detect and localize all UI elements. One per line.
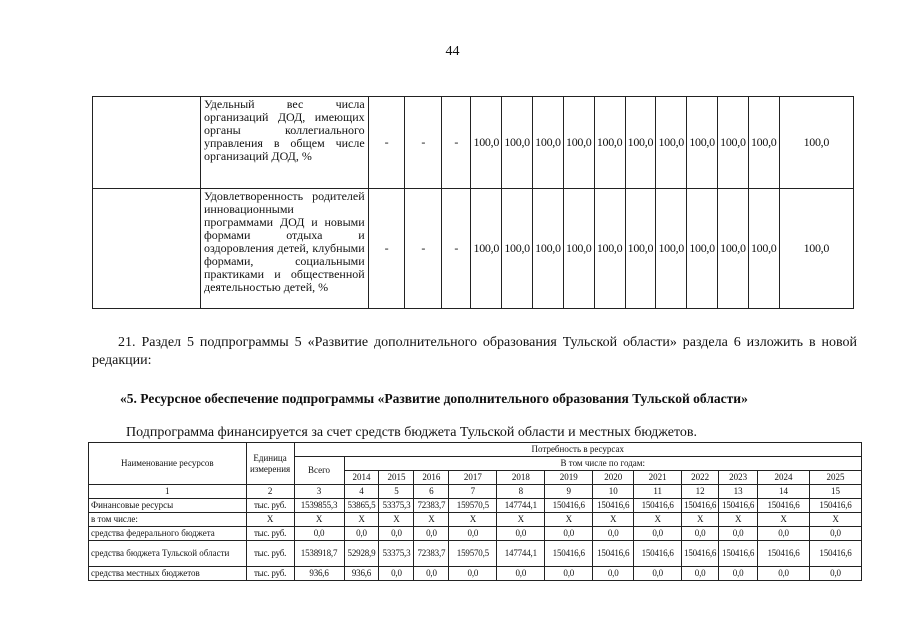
resource-year-value: 0,0 — [719, 527, 758, 541]
indicator-value: 100,0 — [502, 97, 533, 189]
resource-year-value: 0,0 — [682, 527, 719, 541]
resource-year-value: 72383,7 — [414, 499, 449, 513]
indicator-value: 100,0 — [594, 189, 625, 309]
resource-unit: тыс. руб. — [246, 527, 294, 541]
section-title: «5. Ресурсное обеспечение подпрограммы «Развитие дополнительного образования Тульской области» — [120, 391, 748, 406]
resource-year-value: 150416,6 — [634, 499, 682, 513]
resource-year-value: 0,0 — [545, 527, 593, 541]
header-unit: Единица измерения — [246, 443, 294, 485]
resource-row — [89, 513, 862, 527]
column-number: 10 — [593, 485, 634, 499]
resource-year-value: 0,0 — [449, 567, 497, 581]
column-number: 2 — [246, 485, 294, 499]
resource-year-value: 150416,6 — [545, 541, 593, 567]
resource-year-value: 0,0 — [634, 567, 682, 581]
resource-year-value: 0,0 — [682, 567, 719, 581]
resources-table — [88, 442, 862, 581]
resource-year-value: X — [497, 513, 545, 527]
year-header: 2018 — [497, 471, 545, 485]
year-header: 2014 — [344, 471, 379, 485]
resource-year-value: X — [719, 513, 758, 527]
resource-total: X — [294, 513, 344, 527]
resource-year-value: 150416,6 — [758, 541, 810, 567]
year-header: 2021 — [634, 471, 682, 485]
resource-year-value: 150416,6 — [593, 499, 634, 513]
resource-year-value: 0,0 — [449, 527, 497, 541]
year-header: 2019 — [545, 471, 593, 485]
resource-name: в том числе: — [89, 513, 247, 527]
paragraph-21: 21. Раздел 5 подпрограммы 5 «Развитие дополнительного образования Тульской области» раздела 6 изложить в новой редакции: — [92, 335, 857, 368]
resource-name: средства местных бюджетов — [89, 567, 247, 581]
resource-year-value: 147744,1 — [497, 499, 545, 513]
indicator-value: 100,0 — [533, 189, 564, 309]
column-number: 7 — [449, 485, 497, 499]
resource-total: 1538918,7 — [294, 541, 344, 567]
resource-unit: X — [246, 513, 294, 527]
resource-year-value: 150416,6 — [682, 541, 719, 567]
resource-total: 0,0 — [294, 527, 344, 541]
indicator-value: 100,0 — [563, 97, 594, 189]
resource-total: 936,6 — [294, 567, 344, 581]
year-header: 2025 — [810, 471, 862, 485]
resource-year-value: 0,0 — [379, 527, 414, 541]
resource-year-value: X — [593, 513, 634, 527]
indicator-value: 100,0 — [779, 189, 853, 309]
indicator-value: 100,0 — [625, 97, 656, 189]
column-number: 3 — [294, 485, 344, 499]
year-header: 2016 — [414, 471, 449, 485]
resource-year-value: 0,0 — [379, 567, 414, 581]
indicator-dash: - — [368, 189, 405, 309]
resource-year-value: 0,0 — [758, 527, 810, 541]
column-number: 6 — [414, 485, 449, 499]
year-header: 2023 — [719, 471, 758, 485]
column-number: 11 — [634, 485, 682, 499]
indicator-value: 100,0 — [717, 189, 748, 309]
header-total: Всего — [294, 457, 344, 485]
resource-total: 1539855,3 — [294, 499, 344, 513]
resource-unit: тыс. руб. — [246, 541, 294, 567]
resource-year-value: 53865,5 — [344, 499, 379, 513]
resource-year-value: X — [414, 513, 449, 527]
resource-year-value: X — [758, 513, 810, 527]
resource-year-value: X — [545, 513, 593, 527]
indicator-empty-cell — [93, 189, 201, 309]
resource-year-value: X — [449, 513, 497, 527]
indicator-value: 100,0 — [748, 97, 779, 189]
resource-year-value: 0,0 — [810, 527, 862, 541]
resource-year-value: 150416,6 — [810, 499, 862, 513]
year-header: 2017 — [449, 471, 497, 485]
indicator-dash: - — [442, 97, 471, 189]
indicator-value: 100,0 — [563, 189, 594, 309]
indicator-name: Удельный вес числа организаций ДОД, имеющих органы коллегиального управления в общем числе организаций ДОД, % — [200, 97, 368, 189]
column-number: 15 — [810, 485, 862, 499]
indicator-value: 100,0 — [656, 97, 687, 189]
resource-year-value: 150416,6 — [634, 541, 682, 567]
indicator-empty-cell — [93, 97, 201, 189]
indicator-value: 100,0 — [533, 97, 564, 189]
resource-year-value: 0,0 — [593, 567, 634, 581]
resource-row — [89, 541, 862, 567]
year-header: 2015 — [379, 471, 414, 485]
resource-year-value: 159570,5 — [449, 499, 497, 513]
indicator-value: 100,0 — [748, 189, 779, 309]
resource-row — [89, 567, 862, 581]
indicator-value: 100,0 — [687, 97, 718, 189]
resource-year-value: 0,0 — [497, 527, 545, 541]
header-resource-name: Наименование ресурсов — [89, 443, 247, 485]
column-number: 5 — [379, 485, 414, 499]
year-header: 2022 — [682, 471, 719, 485]
indicators-table — [92, 96, 854, 309]
resource-year-value: 150416,6 — [593, 541, 634, 567]
resource-year-value: 52928,9 — [344, 541, 379, 567]
resource-year-value: X — [634, 513, 682, 527]
indicator-row — [93, 97, 854, 189]
resource-year-value: 0,0 — [545, 567, 593, 581]
year-header: 2020 — [593, 471, 634, 485]
resource-year-value: 0,0 — [758, 567, 810, 581]
indicator-name: Удовлетворенность родителей инновационными программами ДОД и новыми формами отдыха и оздоровления детей, клубными формами, социальными практиками и общественной деятельностью детей, % — [200, 189, 368, 309]
resource-year-value: X — [379, 513, 414, 527]
resource-year-value: 150416,6 — [682, 499, 719, 513]
resource-name: Финансовые ресурсы — [89, 499, 247, 513]
column-number: 9 — [545, 485, 593, 499]
resource-year-value: 53375,3 — [379, 499, 414, 513]
resource-year-value: 147744,1 — [497, 541, 545, 567]
resource-name: средства бюджета Тульской области — [89, 541, 247, 567]
indicator-value: 100,0 — [502, 189, 533, 309]
resource-year-value: 72383,7 — [414, 541, 449, 567]
header-by-years: В том числе по годам: — [344, 457, 862, 471]
indicator-value: 100,0 — [779, 97, 853, 189]
resource-name: средства федерального бюджета — [89, 527, 247, 541]
resource-row — [89, 527, 862, 541]
resource-year-value: 53375,3 — [379, 541, 414, 567]
indicator-dash: - — [405, 97, 442, 189]
indicator-dash: - — [368, 97, 405, 189]
resource-year-value: 150416,6 — [545, 499, 593, 513]
resource-year-value: X — [810, 513, 862, 527]
indicator-dash: - — [442, 189, 471, 309]
column-number: 4 — [344, 485, 379, 499]
resource-year-value: 0,0 — [634, 527, 682, 541]
page-number: 44 — [445, 44, 460, 59]
indicator-value: 100,0 — [594, 97, 625, 189]
resource-year-value: 0,0 — [593, 527, 634, 541]
indicator-value: 100,0 — [625, 189, 656, 309]
resource-year-value: 0,0 — [497, 567, 545, 581]
resource-year-value: X — [344, 513, 379, 527]
column-number: 12 — [682, 485, 719, 499]
indicator-dash: - — [405, 189, 442, 309]
resource-row — [89, 499, 862, 513]
resource-unit: тыс. руб. — [246, 499, 294, 513]
resource-year-value: 0,0 — [810, 567, 862, 581]
resource-year-value: 0,0 — [414, 527, 449, 541]
column-number: 14 — [758, 485, 810, 499]
financing-note: Подпрограмма финансируется за счет средств бюджета Тульской области и местных бюджетов. — [126, 425, 698, 440]
resource-year-value: 936,6 — [344, 567, 379, 581]
resource-year-value: 150416,6 — [719, 499, 758, 513]
resource-year-value: 150416,6 — [758, 499, 810, 513]
indicator-row — [93, 189, 854, 309]
resource-year-value: X — [682, 513, 719, 527]
column-number: 8 — [497, 485, 545, 499]
indicator-value: 100,0 — [471, 97, 502, 189]
resource-year-value: 0,0 — [414, 567, 449, 581]
resource-year-value: 0,0 — [344, 527, 379, 541]
resource-unit: тыс. руб. — [246, 567, 294, 581]
resource-year-value: 150416,6 — [810, 541, 862, 567]
column-number: 1 — [89, 485, 247, 499]
resource-year-value: 150416,6 — [719, 541, 758, 567]
resource-year-value: 0,0 — [719, 567, 758, 581]
indicator-value: 100,0 — [717, 97, 748, 189]
indicator-value: 100,0 — [687, 189, 718, 309]
year-header: 2024 — [758, 471, 810, 485]
column-number: 13 — [719, 485, 758, 499]
indicator-value: 100,0 — [471, 189, 502, 309]
header-need: Потребность в ресурсах — [294, 443, 861, 457]
indicator-value: 100,0 — [656, 189, 687, 309]
resource-year-value: 159570,5 — [449, 541, 497, 567]
